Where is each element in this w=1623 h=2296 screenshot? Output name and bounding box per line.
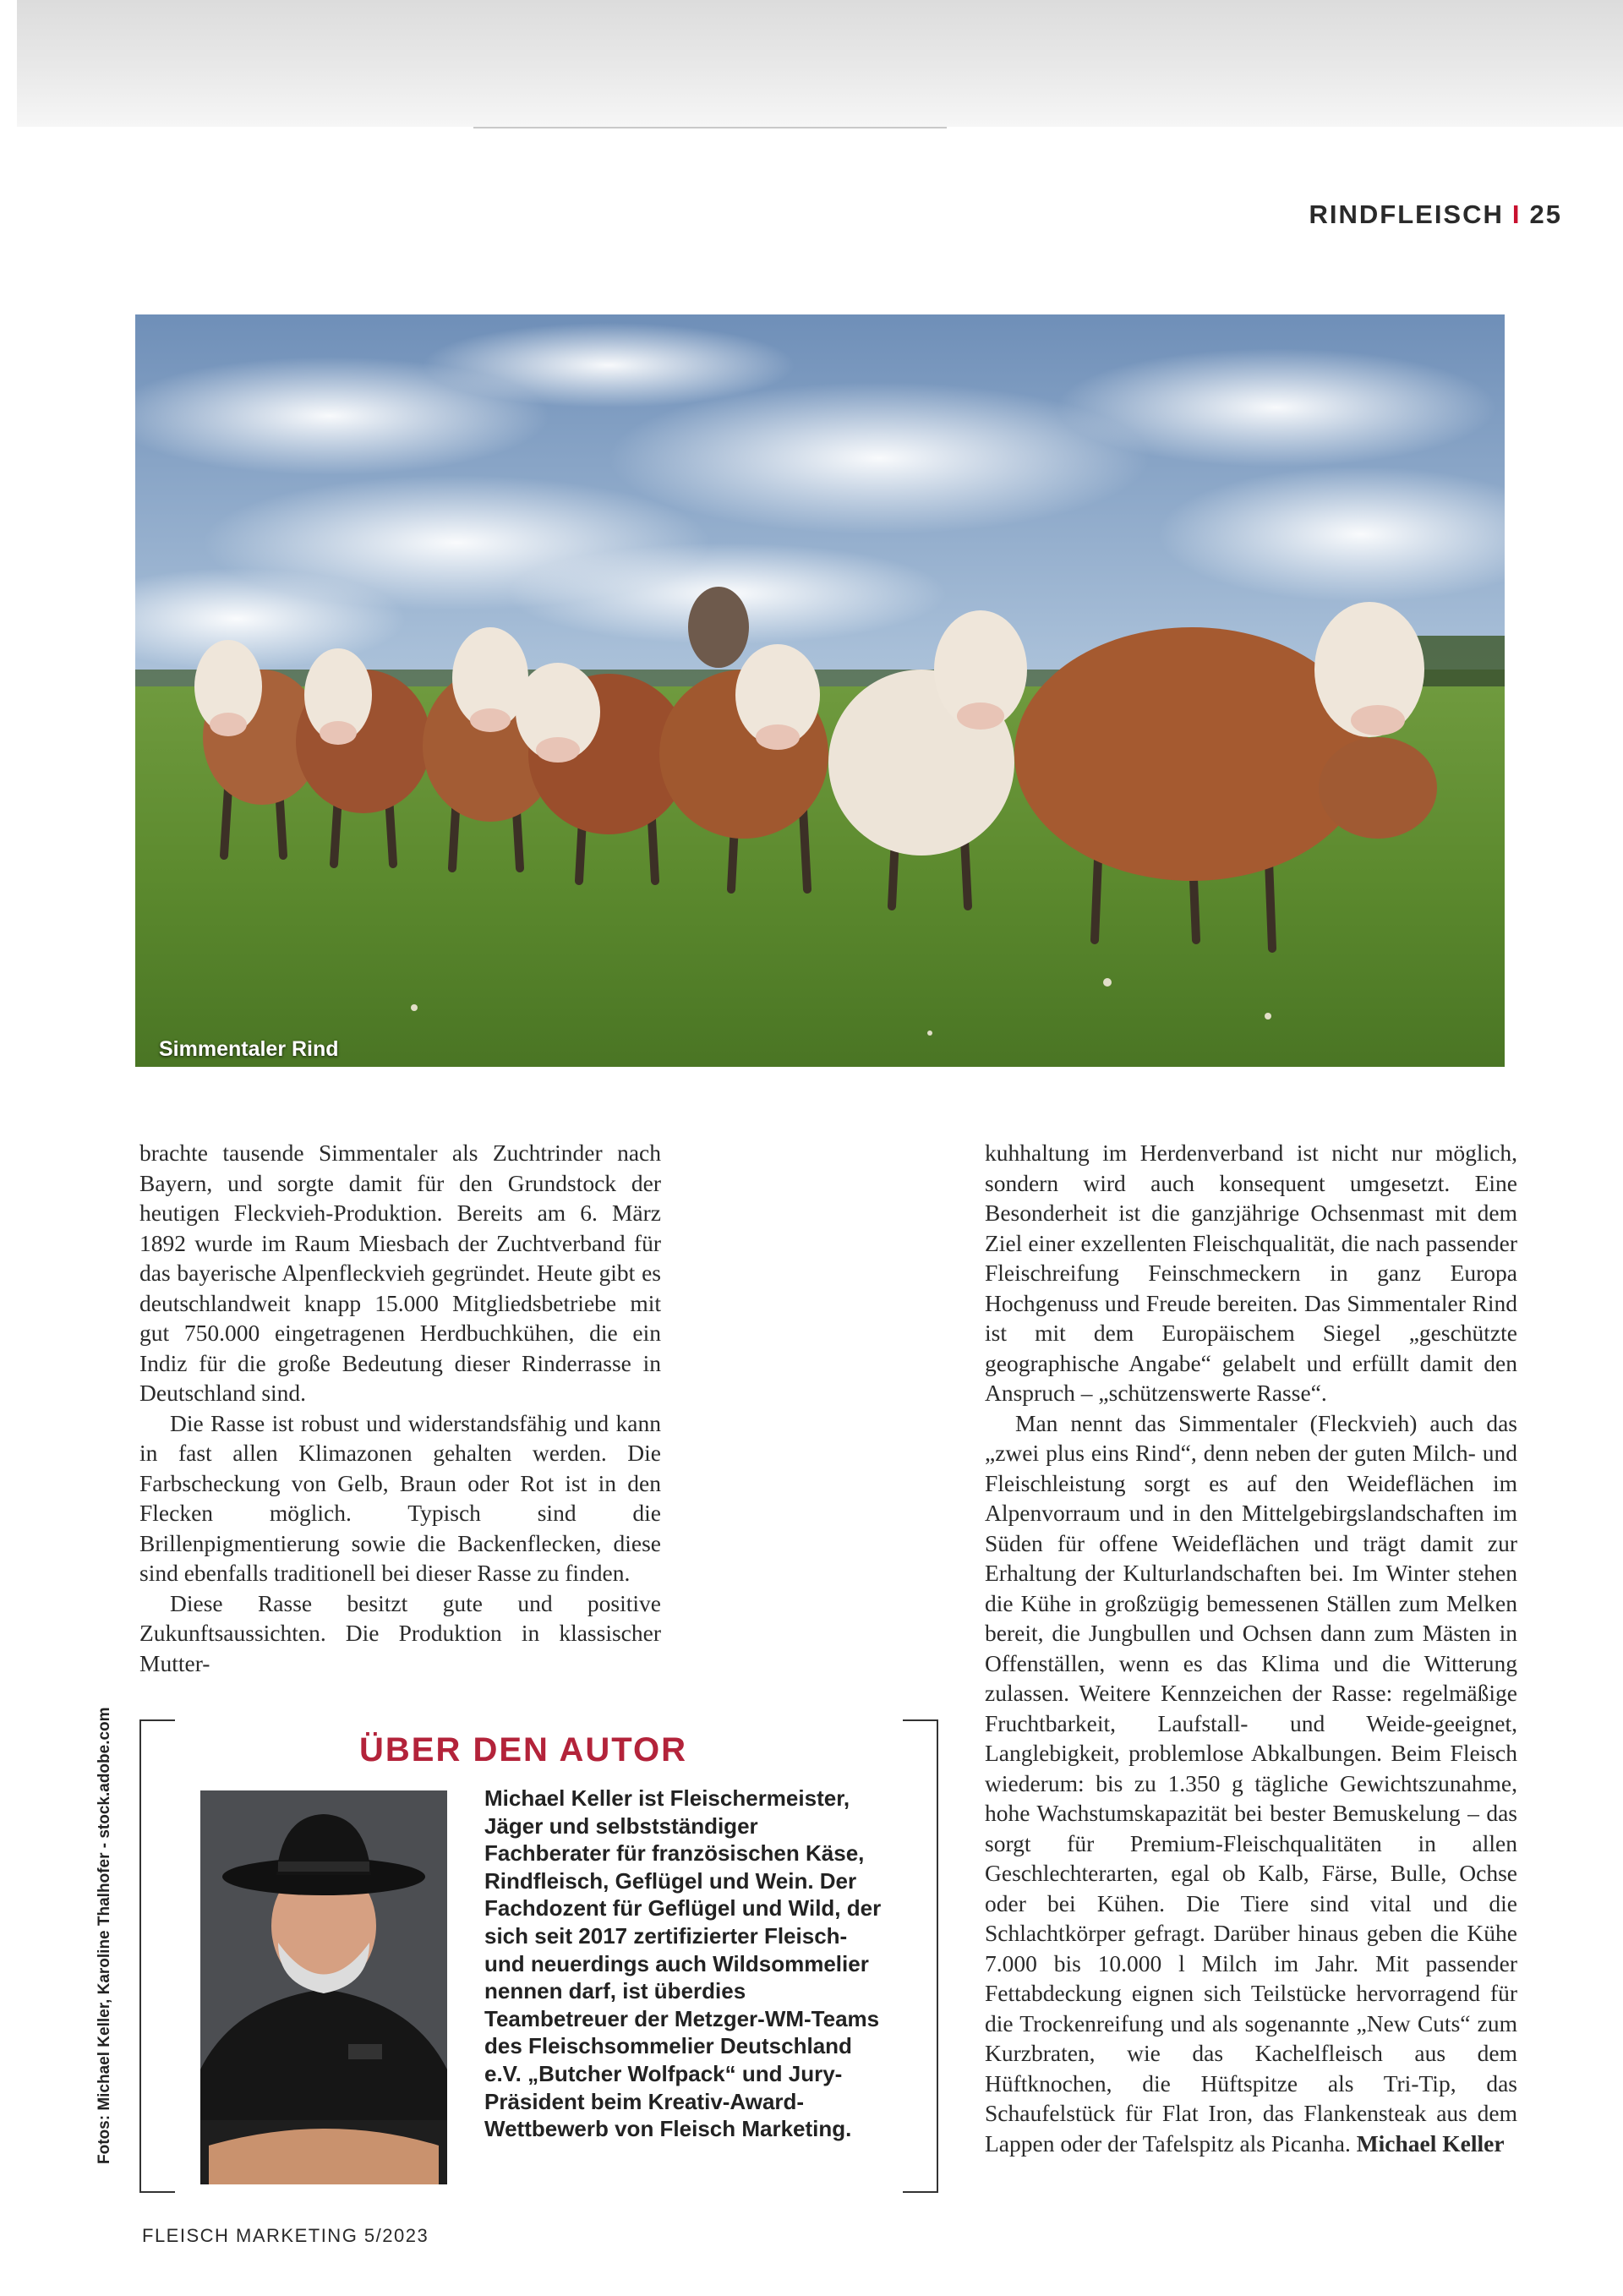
box-bracket-right — [903, 1719, 938, 2193]
paragraph: kuhhaltung im Herdenverband ist nicht nur möglich, sondern wird auch konsequent umgesetzt. Eine Besonderheit ist die ganzjährige Ochsenmast mit dem Ziel einer exzellenten Fleischqualität, die nach passender Fleischreifung Feinschmeckern in ganz Europa Hochgenuss und Freude bereiten. Das Simmentaler Rind ist mit dem Europäischem Siegel „geschützte geographische Angabe“ gelabelt und erfüllt damit den Anspruch – „schützenswerte Rasse“. — [985, 1140, 1517, 1406]
box-bracket-left — [139, 1719, 175, 2193]
author-portrait-illustration — [200, 1790, 447, 2184]
photo-credit: Fotos: Michael Keller, Karoline Thalhofer - stock.adobe.com — [96, 1707, 113, 2164]
paragraph — [985, 1408, 1517, 2159]
author-portrait — [200, 1790, 447, 2184]
author-box — [139, 1719, 938, 2193]
page-number: 25 — [1529, 200, 1562, 229]
photo-caption: Simmentaler Rind — [159, 1037, 339, 1061]
cattle-photo — [135, 314, 1505, 1067]
author-bio: Michael Keller ist Fleischermeister, Jäger und selbstständiger Fachberater für französischen Käse, Rindfleisch, Geflügel und Wein. Der Fachdozent für Geflügel und Wild, der sich seit 2017 zertifizierter Fleisch- und neuerdings auch Wildsommelier nennen darf, ist überdies Teambetreuer der Metzger-WM-Teams des Fleischsommelier Deutschland e.V. „Butcher Wolfpack“ und Jury-Präsident beim Kreativ-Award-Wettbewerb von Fleisch Marketing. — [484, 1785, 882, 2142]
cattle-illustration — [135, 314, 1505, 1067]
page-footer: FLEISCH MARKETING 5/2023 — [142, 2225, 429, 2246]
author-signature: Michael Keller — [1356, 2129, 1505, 2157]
paragraph: Diese Rasse besitzt gute und positive Zukunftsaussichten. Die Produktion in klassischer Mutter- — [139, 1589, 661, 1676]
paragraph-text: Man nennt das Simmentaler (Fleckvieh) auch das „zwei plus eins Rind“, denn neben der guten Milch- und Fleischleistung sorgt es auf den Weideflächen im Alpenvorraum und in den Mittelgebirgslandschaften im Süden für offene Weideflächen und trägt damit zur Erhaltung der Kulturlandschaften bei. Im Winter stehen die Kühe in großzügig bemessenen Ställen zum Melken bereit, die Jungbullen und Ochsen dann zum Mästen in Offenställen, wenn es das Klima und die Witterung zulassen. Weitere Kennzeichen der Rasse: regelmäßige Fruchtbarkeit, Laufstall- und Weide-geeignet, Langlebigkeit, problemlose Abkalbungen. Beim Fleisch wiederum: bis zu 1.350 g tägliche Gewichtszunahme, hohe Wachstumskapazität bei bester Bemuskelung – das sorgt für Premium-Fleischqualitäten in allen Geschlechterarten, egal ob Kalb, Färse, Bulle, Ochse oder bei Kühen. Die Tiere sind vital und die Schlachtkörper gefragt. Darüber hinaus geben die Kühe 7.000 bis 10.000 l Milch im Jahr. Mit passender Fettabdeckung eignen sich Teilstücke hervorragend für die Trockenreifung und als sogenannte „New Cuts“ zum Kurzbraten, wie das Kachelfleisch aus dem Hüftknochen, die Hüftspitze als Tri-Tip, das Schaufelstück für Flat Iron, das Flankensteak aus dem Lappen oder der Tafelspitz als Picanha. — [985, 1409, 1517, 2157]
section-title: RINDFLEISCH — [1309, 200, 1504, 229]
paragraph: brachte tausende Simmentaler als Zuchtrinder nach Bayern, und sorgte damit für den Grundstock der heutigen Fleckvieh-Produktion. Bereits am 6. März 1892 wurde im Raum Miesbach der Zuchtverband für das bayerische Alpenfleckvieh gegründet. Heute gibt es deutschlandweit knapp 15.000 Mitgliedsbetriebe mit gut 750.000 eingetragenen Herdbuchkühen, die ein Indiz für die große Bedeutung dieser Rinderrasse in Deutschland sind. — [139, 1140, 661, 1406]
page-header — [1309, 200, 1563, 230]
header-separator: I — [1511, 200, 1522, 229]
article-column-right — [985, 1138, 1517, 2158]
paragraph: Die Rasse ist robust und widerstandsfähig und kann in fast allen Klimazonen gehalten werden. Die Farbscheckung von Gelb, Braun oder Rot ist in den Flecken möglich. Typisch sind die Brillenpigmentierung sowie die Backenflecken, diese sind ebenfalls traditionell bei dieser Rasse zu finden. — [139, 1409, 661, 1586]
author-box-title: ÜBER DEN AUTOR — [359, 1731, 688, 1768]
article-column-left — [139, 1138, 661, 1678]
